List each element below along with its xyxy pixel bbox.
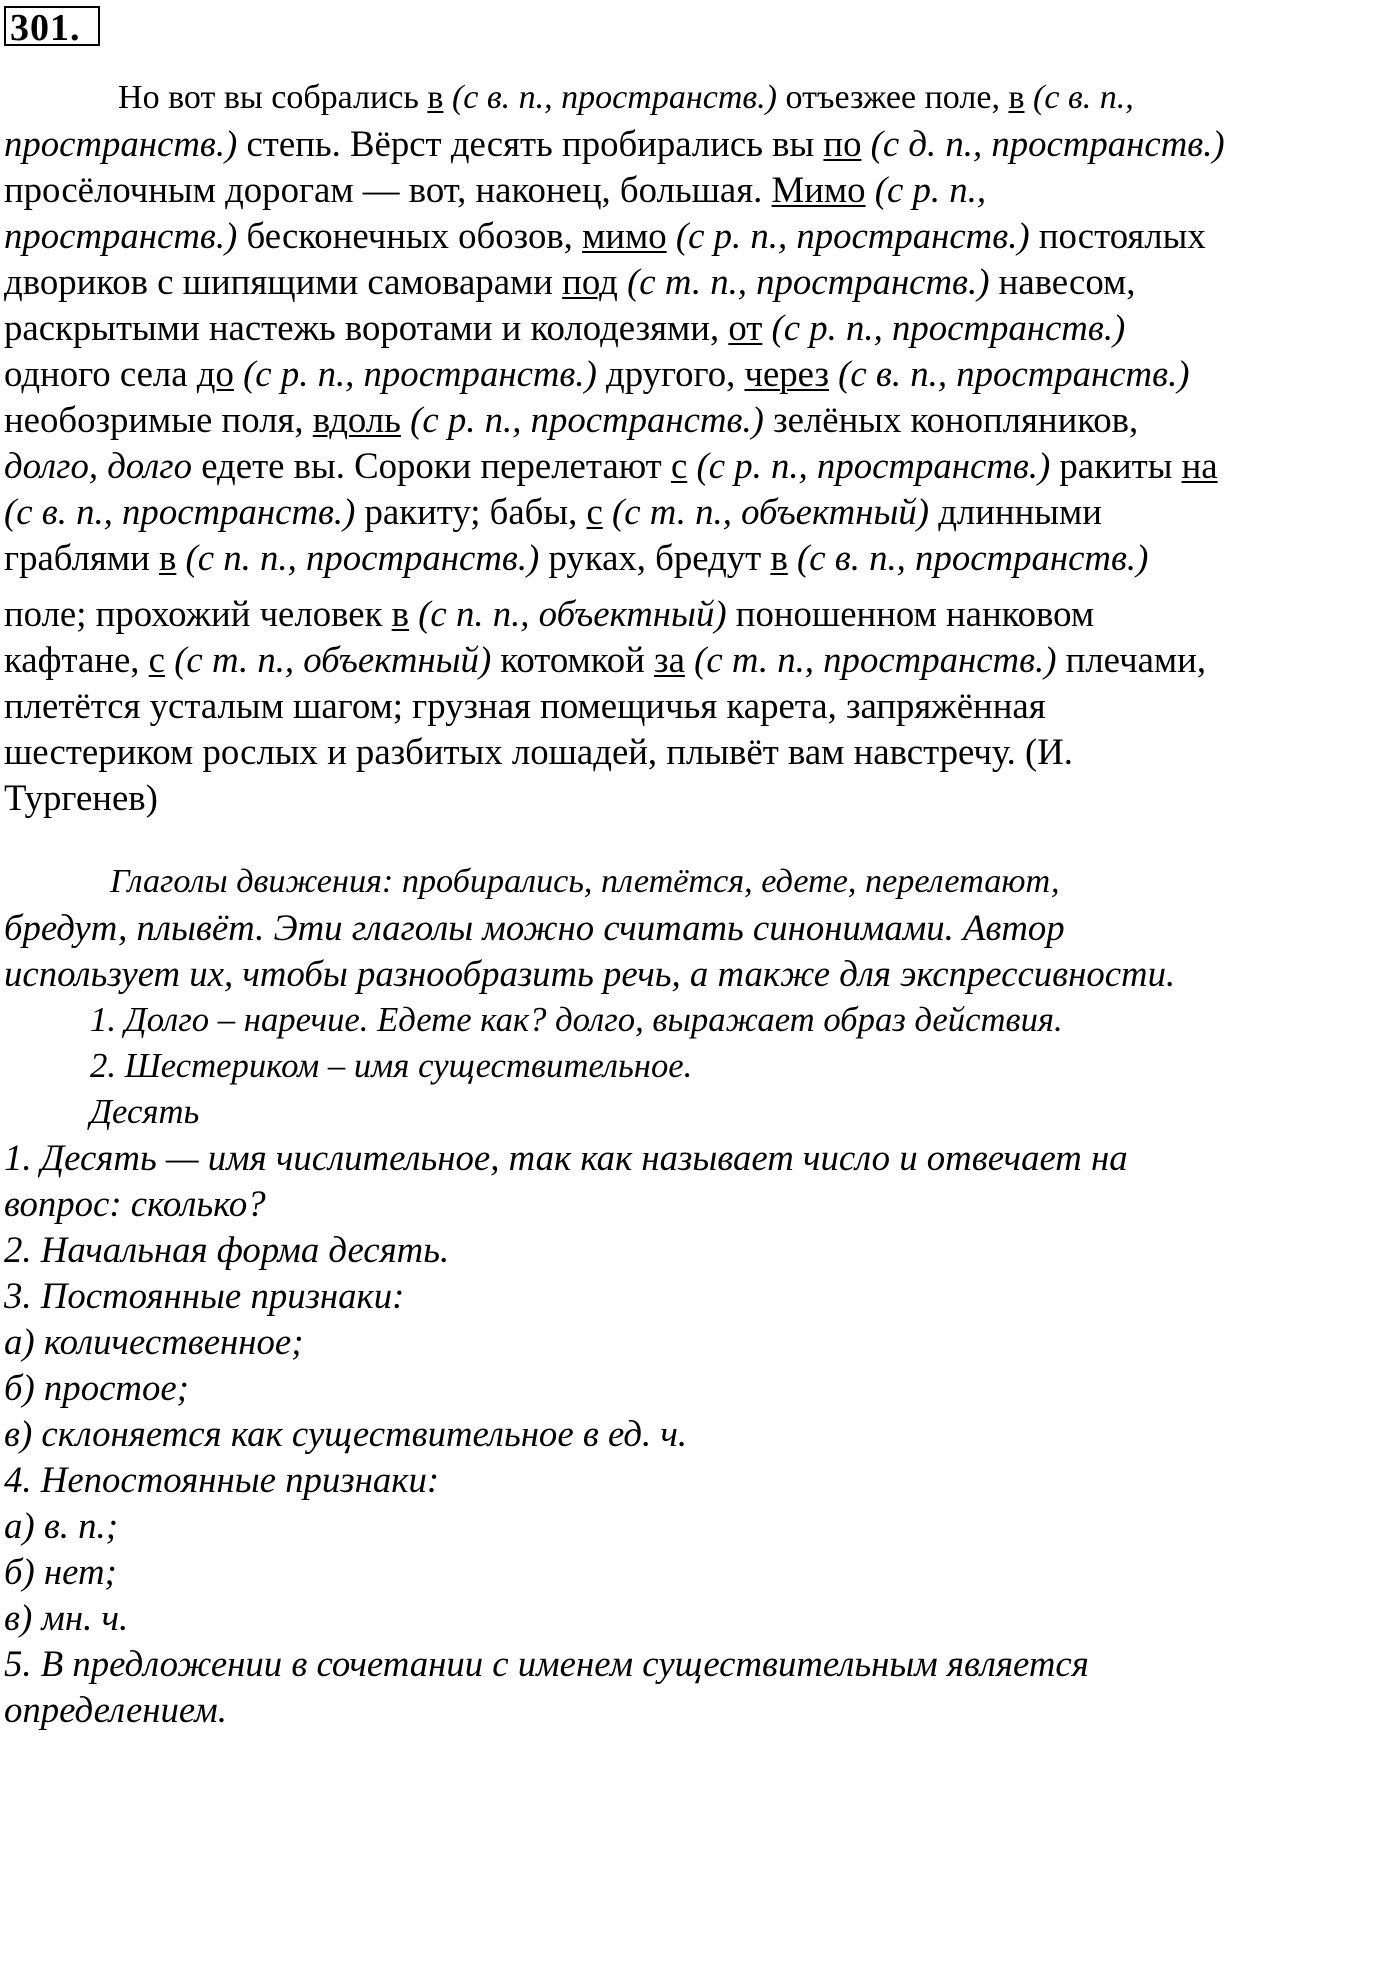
italic-text: определением. [4, 1689, 227, 1730]
text-line [0, 1318, 1400, 1366]
text-segment: степь. Вёрст десять пробирались вы [237, 123, 824, 164]
text-line [0, 858, 1400, 906]
text-segment: навесом, [989, 261, 1136, 302]
text-line [0, 590, 1400, 638]
text-line [0, 396, 1400, 444]
text-segment: кафтане, [4, 639, 149, 680]
preposition: в [770, 537, 788, 578]
italic-text: Глаголы движения: пробирались, плетётся, едете, перелетают, [110, 863, 1060, 900]
preposition: в [1008, 79, 1025, 116]
italic-text: (с т. п., пространств.) [684, 639, 1057, 680]
italic-text: (с в. п., пространств.) [443, 79, 777, 116]
italic-text: (с р. п., пространств.) [762, 307, 1126, 348]
text-line [0, 728, 1400, 776]
italic-text: пространств.) [4, 215, 238, 256]
italic-text: 1. Десять — имя числительное, так как называет число и отвечает на [4, 1137, 1128, 1178]
italic-text: Десять [90, 1093, 200, 1131]
italic-text: вопрос: сколько? [4, 1183, 266, 1224]
text-line [0, 996, 1400, 1044]
text-segment: граблями [4, 537, 159, 578]
text-segment: раскрытыми настежь воротами и колодезями, [4, 307, 729, 348]
italic-text: долго, долго [4, 445, 193, 486]
preposition: в [427, 79, 444, 116]
text-line [0, 350, 1400, 398]
italic-text: в) склоняется как существительное в ед. ч. [4, 1413, 688, 1454]
italic-text: (с р. п., [865, 169, 987, 210]
text-line [0, 534, 1400, 582]
text-segment: едете вы. Сороки перелетают [192, 445, 671, 486]
italic-text: (с в. п., [1024, 79, 1134, 116]
italic-text: (с в. п., пространств.) [787, 537, 1149, 578]
italic-text: б) простое; [4, 1367, 189, 1408]
text-segment: Тургенев) [4, 777, 158, 818]
text-segment: другого, [596, 353, 745, 394]
text-line [0, 1364, 1400, 1412]
text-segment: ракиты [1050, 445, 1182, 486]
italic-text: (с р. п., пространств.) [666, 215, 1030, 256]
text-segment: котомкой [491, 639, 655, 680]
preposition: вдоль [312, 399, 401, 440]
text-line [0, 1226, 1400, 1274]
italic-text: 2. Шестериком – имя существительное. [90, 1047, 693, 1085]
italic-text: 1. Долго – наречие. Едете как? долго, выражает образ действия. [90, 1001, 1063, 1039]
text-segment: плетётся усталым шагом; грузная помещичья карета, запряжённая [4, 685, 1046, 726]
italic-text: (с в. п., пространств.) [4, 491, 356, 532]
text-segment: поношенном нанковом [726, 593, 1095, 634]
text-line [0, 904, 1400, 952]
italic-text: 2. Начальная форма десять. [4, 1229, 450, 1270]
preposition: за [654, 639, 685, 680]
text-line [0, 636, 1400, 684]
text-segment: поле; прохожий человек [4, 593, 392, 634]
text-segment: руках, бредут [539, 537, 771, 578]
text-line [0, 488, 1400, 536]
italic-text: а) количественное; [4, 1321, 304, 1362]
text-line [0, 682, 1400, 730]
text-line [0, 212, 1400, 260]
preposition: в [391, 593, 409, 634]
text-line [0, 1042, 1400, 1090]
italic-text: (с т. п., объектный) [602, 491, 929, 532]
text-segment: длинными [929, 491, 1102, 532]
text-line [0, 166, 1400, 214]
text-line [0, 950, 1400, 998]
italic-text: (с п. п., пространств.) [176, 537, 540, 578]
italic-text: бредут, плывёт. Эти глаголы можно считать синонимами. Автор [4, 907, 1065, 948]
text-segment: шестериком рослых и разбитых лошадей, плывёт вам навстречу. (И. [4, 731, 1073, 772]
exercise-number: 301. [4, 6, 100, 46]
preposition: в [158, 537, 177, 578]
text-line [0, 74, 1400, 122]
text-segment: отъезжее поле, [777, 79, 1009, 116]
italic-text: 4. Непостоянные признаки: [4, 1459, 440, 1500]
text-line [0, 1134, 1400, 1182]
italic-text: (с п. п., объектный) [409, 593, 727, 634]
preposition: от [728, 307, 763, 348]
text-line [0, 120, 1400, 168]
text-segment: бесконечных обозов, [237, 215, 583, 256]
text-line [0, 1088, 1400, 1136]
text-segment: ракиту; бабы, [355, 491, 587, 532]
text-line [0, 1502, 1400, 1550]
text-segment: необозримые поля, [4, 399, 313, 440]
text-line [0, 774, 1400, 822]
preposition: с [670, 445, 688, 486]
text-line [0, 1272, 1400, 1320]
italic-text: использует их, чтобы разнообразить речь, а также для экспрессивности. [4, 953, 1176, 994]
text-segment: одного села [4, 353, 197, 394]
text-line [0, 258, 1400, 306]
preposition: под [562, 261, 618, 302]
text-line [0, 1410, 1400, 1458]
preposition: с [148, 639, 165, 680]
text-segment: зелёных конопляников, [763, 399, 1139, 440]
preposition: с [586, 491, 603, 532]
text-line [0, 1548, 1400, 1596]
text-segment: плечами, [1056, 639, 1207, 680]
text-line [0, 1180, 1400, 1228]
preposition: мимо [582, 215, 667, 256]
text-segment: постоялых [1029, 215, 1206, 256]
italic-text: в) мн. ч. [4, 1597, 129, 1638]
italic-text: (с р. п., пространств.) [400, 399, 764, 440]
text-line [0, 304, 1400, 352]
text-line [0, 1640, 1400, 1688]
italic-text: б) нет; [4, 1551, 117, 1592]
preposition: Мимо [771, 169, 866, 210]
preposition: на [1181, 445, 1218, 486]
italic-text: (с р. п., пространств.) [687, 445, 1051, 486]
italic-text: 3. Постоянные признаки: [4, 1275, 405, 1316]
italic-text: (с т. п., пространств.) [617, 261, 990, 302]
text-segment: Но вот вы собрались [118, 79, 428, 116]
text-line [0, 1686, 1400, 1734]
preposition: по [823, 123, 862, 164]
text-line [0, 442, 1400, 490]
italic-text: а) в. п.; [4, 1505, 118, 1546]
text-line [0, 1456, 1400, 1504]
text-segment: просёлочным дорогам — вот, наконец, большая. [4, 169, 772, 210]
italic-text: (с д. п., пространств.) [861, 123, 1225, 164]
italic-text: (с р. п., пространств.) [233, 353, 597, 394]
italic-text: (с т. п., объектный) [165, 639, 492, 680]
italic-text: пространств.) [4, 123, 238, 164]
text-segment: двориков с шипящими самоварами [4, 261, 563, 302]
italic-text: (с в. п., пространств.) [828, 353, 1190, 394]
preposition: до [196, 353, 234, 394]
italic-text: 5. В предложении в сочетании с именем существительным является [4, 1643, 1089, 1684]
text-line [0, 1594, 1400, 1642]
preposition: через [744, 353, 829, 394]
